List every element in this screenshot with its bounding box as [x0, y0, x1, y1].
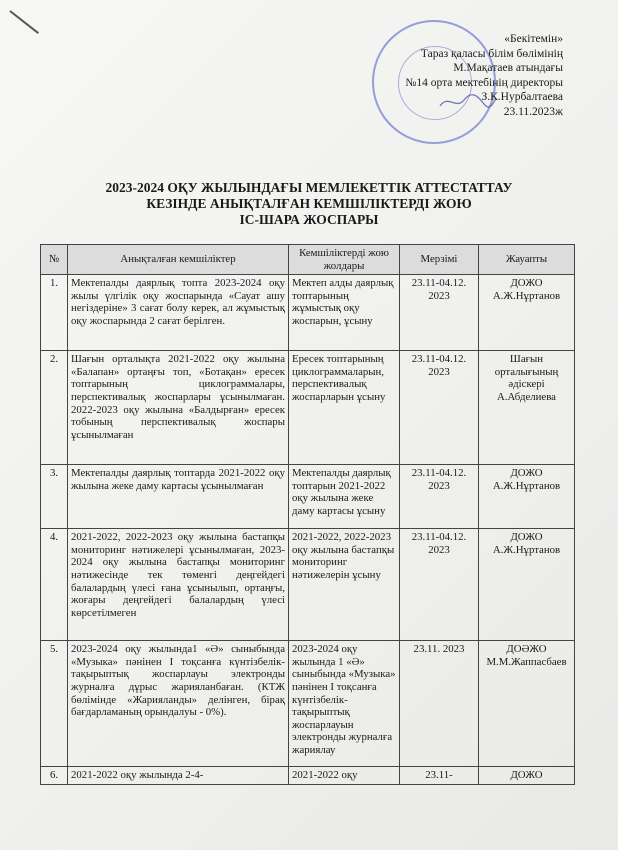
approval-line: М.Мақатаев атындағы [453, 62, 563, 74]
page-title: 2023-2024 ОҚУ ЖЫЛЫНДАҒЫ МЕМЛЕКЕТТІК АТТЕСТАТТАУ [105, 180, 513, 195]
column-header: Жауапты [479, 245, 575, 275]
table-row [41, 351, 575, 465]
row-number: 1. [41, 275, 68, 351]
deadline-cell: 23.11-04.12. 2023 [400, 275, 479, 351]
table-row [41, 641, 575, 767]
responsible-cell: ДОЖО [479, 767, 575, 785]
deadline-cell: 23.11- [400, 767, 479, 785]
deadline-cell: 23.11-04.12. 2023 [400, 465, 479, 529]
row-number: 5. [41, 641, 68, 767]
column-header: Кемшіліктерді жою жолдары [289, 245, 400, 275]
column-header: Анықталған кемшіліктер [68, 245, 289, 275]
row-number: 3. [41, 465, 68, 529]
issue-cell: 2023-2024 оқу жылында1 «Ә» сыныбында «Музыка» пәнінен I тоқсанға күнтізбелік-тақырыптық жоспарлауы электронды журналға дұрыс жарияланбаған. (КТЖ бөлімінде «Жарияланды» делінген, бірақ бағдарламаның орындалуы - 0%). [68, 641, 289, 767]
column-header: Мерзімі [400, 245, 479, 275]
page-title: КЕЗІНДЕ АНЫҚТАЛҒАН КЕМШІЛІКТЕРДІ ЖОЮ [146, 196, 472, 211]
approval-line: «Бекітемін» [504, 33, 563, 45]
deadline-cell: 23.11-04.12. 2023 [400, 351, 479, 465]
approval-line: Тараз қаласы білім бөлімінің [420, 47, 563, 60]
issue-cell: 2021-2022 оқу жылында 2-4- [68, 767, 289, 785]
issue-cell: 2021-2022, 2022-2023 оқу жылына бастапқы мониторинг нәтижелері ұсынылмаған, 2023-2024 оқу жылына бастапқы мониторинг нәтижесінде тек төменгі деңгейдегі балалардың үлесі ғана ұсынылып, ортаңғы, жоғары деңгейдегі балалардың үлесі көрсетілмеген [68, 529, 289, 641]
responsible-cell: ДОӘЖО М.М.Жаппасбаев [479, 641, 575, 767]
responsible-cell: ДОЖО А.Ж.Нұртанов [479, 465, 575, 529]
remedy-cell: Мектепалды даярлық топтарын 2021-2022 оқу жылына жеке даму картасы ұсыну [289, 465, 400, 529]
table-row [41, 275, 575, 351]
approval-line: №14 орта мектебінің директоры [405, 76, 563, 89]
approval-date: 23.11.2023ж [503, 105, 563, 118]
remedy-cell: Мектеп алды даярлық топтарының жұмыстық оқу жоспарын, ұсыну [289, 275, 400, 351]
table-header-row [41, 245, 575, 275]
row-number: 2. [41, 351, 68, 465]
approval-block [343, 32, 563, 119]
responsible-cell: ДОЖО А.Ж.Нұртанов [479, 275, 575, 351]
remedy-cell: 2023-2024 оқу жылында 1 «Ә» сыныбында «Музыка» пәнінен I тоқсанға күнтізбелік-тақырыптық жоспарлауын электронды журналға жариялау [289, 641, 400, 767]
remedy-cell: 2021-2022 оқу [289, 767, 400, 785]
issue-cell: Шағын орталықта 2021-2022 оқу жылына «Балапан» ортаңғы топ, «Ботақан» ересек топтарының циклограммалары, перспективалық жоспарлары ұсынылмаған. 2022-2023 оқу жылына «Балдырған» ересек тобының перспективалық жоспары ұсынылмаған [68, 351, 289, 465]
responsible-cell: ДОЖО А.Ж.Нұртанов [479, 529, 575, 641]
issue-cell: Мектепалды даярлық топта 2023-2024 оқу жылы үлгілік оқу жоспарында «Сауат ашу негіздеріне» 3 сағат болу керек, ал жұмыстық оқу жоспарында 2 сағат берілген. [68, 275, 289, 351]
row-number: 4. [41, 529, 68, 641]
responsible-cell: Шағын орталығының әдіскері А.Абделиева [479, 351, 575, 465]
deadline-cell: 23.11-04.12. 2023 [400, 529, 479, 641]
row-number: 6. [41, 767, 68, 785]
scan-mark [9, 10, 39, 34]
approval-line: З.К.Нурбалтаева [481, 91, 563, 103]
deadline-cell: 23.11. 2023 [400, 641, 479, 767]
table-row [41, 529, 575, 641]
issue-cell: Мектепалды даярлық топтарда 2021-2022 оқу жылына жеке даму картасы ұсынылмаған [68, 465, 289, 529]
remedy-cell: Ересек топтарының циклограммаларын, перспективалық жоспарларын ұсыну [289, 351, 400, 465]
column-header: № [41, 245, 68, 275]
page-title: ІС-ШАРА ЖОСПАРЫ [239, 212, 379, 227]
table-row [41, 767, 575, 785]
action-plan-table [40, 244, 575, 785]
remedy-cell: 2021-2022, 2022-2023 оқу жылына бастапқы мониторинг нәтижелерін ұсыну [289, 529, 400, 641]
table-row [41, 465, 575, 529]
